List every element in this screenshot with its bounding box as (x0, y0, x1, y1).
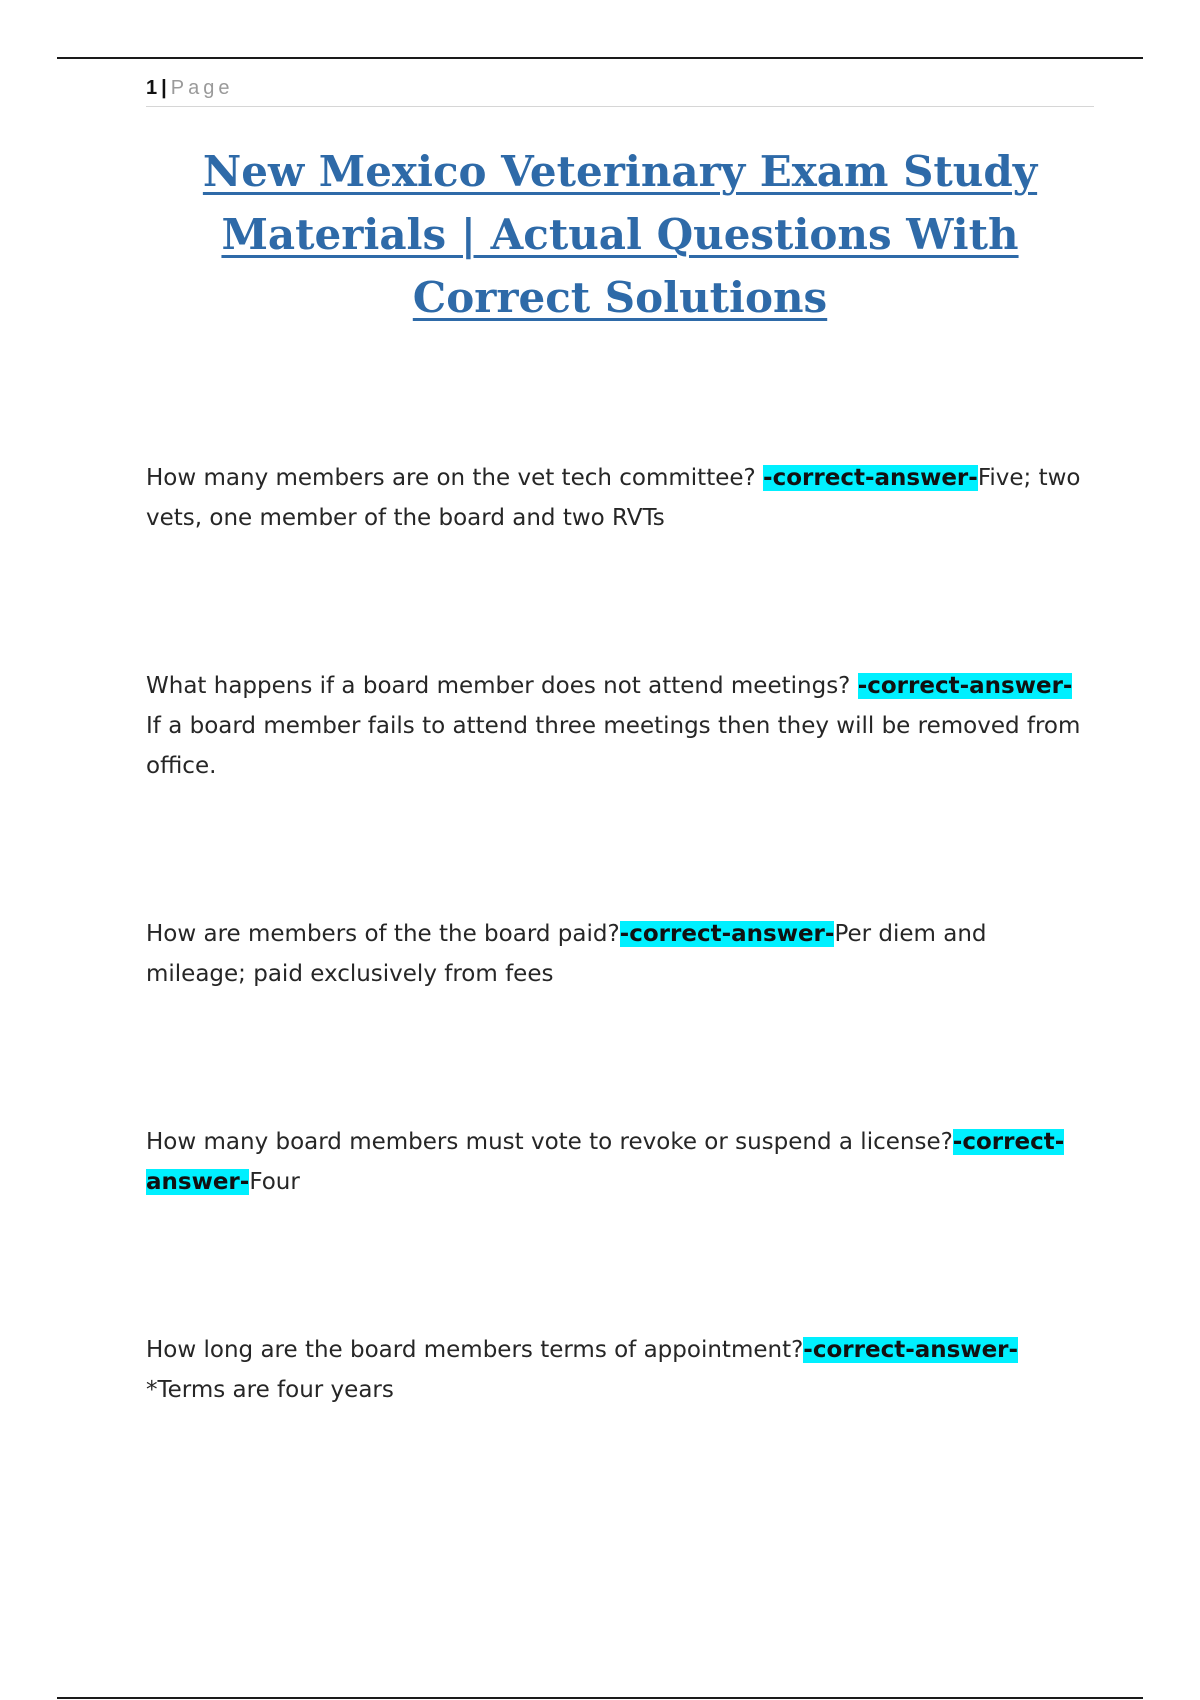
answer-text: Four (249, 1169, 300, 1195)
correct-answer-marker: -correct-answer- (803, 1337, 1019, 1363)
qa-item (146, 1122, 1086, 1202)
question-text: How many board members must vote to revoke or suspend a license? (146, 1129, 953, 1155)
top-rule (57, 57, 1143, 59)
page-label: Page (170, 77, 234, 99)
answer-text: Five; two vets, one member of the board and two RVTs (146, 465, 1081, 531)
answer-text: Per diem and mileage; paid exclusively from fees (146, 921, 987, 987)
qa-item (146, 914, 1086, 994)
bottom-rule (57, 1697, 1143, 1699)
question-text: How long are the board members terms of appointment? (146, 1337, 804, 1363)
answer-text: If a board member fails to attend three meetings then they will be removed from office. (146, 713, 1081, 779)
question-text: How are members of the the board paid? (146, 921, 620, 947)
correct-answer-marker: -correct-answer- (763, 465, 978, 491)
qa-item (146, 666, 1086, 786)
page-number: 1 (146, 77, 158, 99)
correct-answer-marker: -correct-answer- (619, 921, 835, 947)
answer-text: *Terms are four years (146, 1377, 394, 1403)
correct-answer-marker: -correct-answer- (146, 1129, 1065, 1195)
document-title-text: New Mexico Veterinary Exam Study Materials | Actual Questions With Correct Solutions (202, 147, 1038, 322)
question-text: What happens if a board member does not attend meetings? (146, 673, 858, 699)
page-separator: | (161, 77, 167, 99)
question-text: How many members are on the vet tech committee? (146, 465, 764, 491)
page-header (146, 74, 1094, 107)
correct-answer-marker: -correct-answer- (857, 673, 1073, 699)
qa-item (146, 458, 1086, 538)
document-title (146, 140, 1094, 329)
qa-item (146, 1330, 1086, 1410)
